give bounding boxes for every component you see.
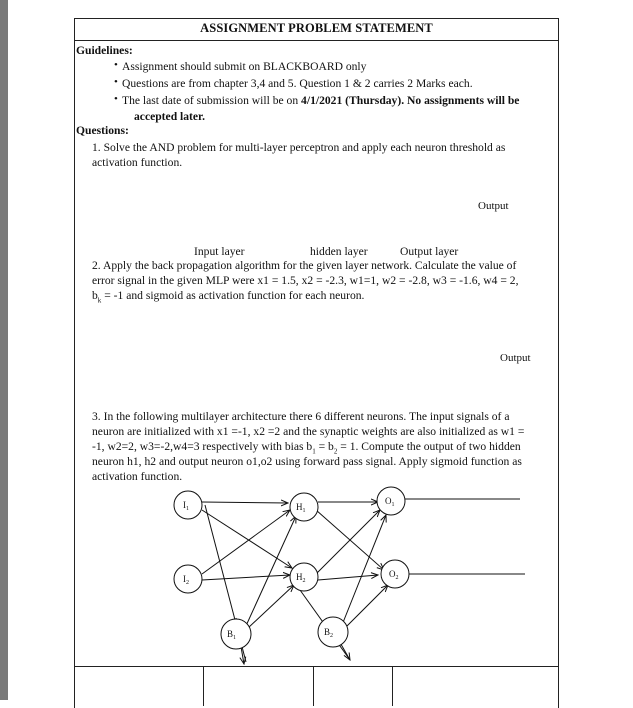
table-column-divider [392,666,393,706]
bullet-icon: • [114,76,118,88]
q3-subscript: 1 [312,447,316,456]
bottom-table [74,666,559,707]
questions-heading: Questions: [76,124,129,137]
node-sub: 2 [186,580,189,586]
node-i2 [174,565,202,593]
node-sub: 1 [186,506,189,512]
q2-bias-symbol: b [92,289,98,302]
q2-bias-subscript: k [97,296,102,305]
guideline-item: Questions are from chapter 3,4 and 5. Question 1 & 2 carries 2 Marks each. [122,77,473,90]
q3-text-line: neuron are initialized with x1 =-1, x2 =2 and the synaptic weights are also initialized as w1 = [92,425,525,438]
node-sub: 2 [395,575,399,581]
deadline-prefix: The last date of submission will be on [122,94,302,107]
edge-b1-h1 [245,516,296,628]
q3-text-line: activation function. [92,470,183,483]
node-sub: 1 [391,502,395,508]
deadline-continued: accepted later. [134,110,206,123]
node-sub: 2 [330,633,334,639]
q3-text-part: = 1. Compute the output of two hidden [337,440,521,453]
q3-text-line: neuron h1, h2 and output neuron o1,o2 using forward pass signal. Apply sigmoid function as [92,455,522,468]
node-h1 [290,493,318,521]
q1-input-layer-label: Input layer [194,245,245,258]
node-name: O [389,569,396,579]
q1-text-line: 1. Solve the AND problem for multi-layer perceptron and apply each neuron threshold as [92,141,506,154]
node-name: I [183,500,186,510]
node-i1 [174,491,202,519]
edge-i1-h1 [202,502,288,503]
node-sub: 1 [302,508,306,514]
page-title: ASSIGNMENT PROBLEM STATEMENT [200,21,433,35]
node-b1 [221,619,251,649]
q2-text-rest: = -1 and sigmoid as activation function for each neuron. [101,289,365,302]
edge-h2-o1 [316,510,380,574]
q3-text-line: 3. In the following multilayer architecture there 6 different neurons. The input signals of a [92,410,510,423]
node-name: I [183,574,186,584]
table-column-divider [203,666,204,706]
bullet-icon: • [114,59,118,71]
q1-hidden-layer-label: hidden layer [310,245,368,258]
bullet-icon: • [114,93,118,105]
node-name: H [296,572,303,582]
node-sub: 1 [233,635,237,641]
q1-output-label: Output [478,200,509,212]
node-h2 [290,563,318,591]
q3-text-part: = b [315,440,334,453]
q3-subscript: 2 [333,447,338,456]
q3-text-part: -1, w2=2, w3=-2,w4=3 respectively with bias b [92,440,313,453]
node-name: H [296,502,303,512]
guidelines-heading: Guidelines: [76,44,133,57]
edge-b2-o2 [345,585,388,628]
q1-text-line: activation function. [92,156,183,169]
deadline-date: 4/1/2021 (Thursday). No assignments will be [301,94,520,107]
table-column-divider [313,666,314,706]
node-b2 [318,617,348,647]
q2-output-label: Output [500,352,531,364]
edge-i2-h1 [202,510,290,574]
edge-h2-o2 [318,575,378,580]
q2-text-line: 2. Apply the back propagation algorithm for the given layer network. Calculate the value of [92,259,517,272]
q2-text-line: error signal in the given MLP were x1 = 1.5, x2 = -2.3, w1=1, w2 = -2.8, w3 = -1.6, w4 = 2, [92,274,519,287]
guideline-item: Assignment should submit on BLACKBOARD only [122,60,367,73]
edge-i2-h2 [202,575,290,580]
node-name: B [324,627,331,637]
q1-output-layer-label: Output layer [400,245,459,258]
node-name: B [227,629,234,639]
node-name: O [385,496,392,506]
node-sub: 2 [302,578,306,584]
